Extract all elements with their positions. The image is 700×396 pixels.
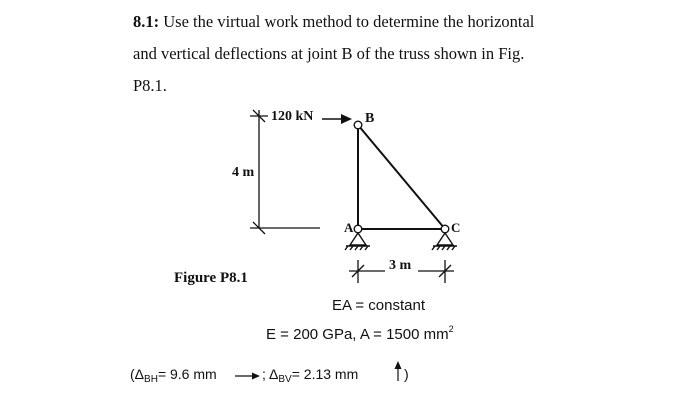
problem-line-3: P8.1.	[133, 76, 167, 95]
figure-caption: Figure P8.1	[174, 270, 248, 286]
height-dimension	[250, 110, 320, 234]
load-label: 120 kN	[271, 109, 314, 124]
delta-bh-value: = 9.6 mm	[157, 366, 217, 382]
answer-separator: ;	[262, 366, 266, 382]
member-bc	[358, 125, 445, 229]
joint-c-pin	[441, 225, 449, 233]
area-exponent: 2	[448, 324, 454, 334]
problem-line-2: and vertical deflections at joint B of the truss shown in Fig.	[133, 44, 525, 63]
problem-text-1: Use the virtual work method to determine the horizontal	[163, 12, 535, 31]
delta-bv-symbol: Δ	[269, 366, 279, 382]
ea-constant: EA = constant	[332, 297, 425, 314]
delta-bh-symbol: Δ	[134, 366, 145, 382]
height-dimension-label: 4 m	[232, 165, 255, 180]
joint-a-label: A	[344, 220, 354, 235]
joint-a-pin	[354, 225, 362, 233]
problem-number: 8.1:	[133, 12, 160, 31]
delta-bh-subscript: BH	[144, 374, 158, 385]
span-dimension-label: 3 m	[389, 258, 412, 273]
answer-bv	[262, 366, 358, 385]
right-arrow-icon	[235, 373, 260, 380]
joint-c-label: C	[451, 220, 461, 235]
material-properties-text: E = 200 GPa, A = 1500 mm	[266, 326, 449, 343]
answer-close-paren: )	[404, 366, 409, 382]
load-arrow-icon	[322, 114, 352, 124]
answer-bh	[130, 366, 217, 385]
delta-bv-value: = 2.13 mm	[291, 366, 359, 382]
joint-b-label: B	[365, 111, 375, 126]
truss-members	[358, 125, 445, 229]
delta-bv-subscript: BV	[278, 374, 292, 385]
up-arrow-icon	[395, 361, 402, 381]
joint-b-pin	[354, 121, 362, 129]
answer-open-paren: (	[130, 366, 135, 382]
material-properties	[266, 324, 454, 343]
